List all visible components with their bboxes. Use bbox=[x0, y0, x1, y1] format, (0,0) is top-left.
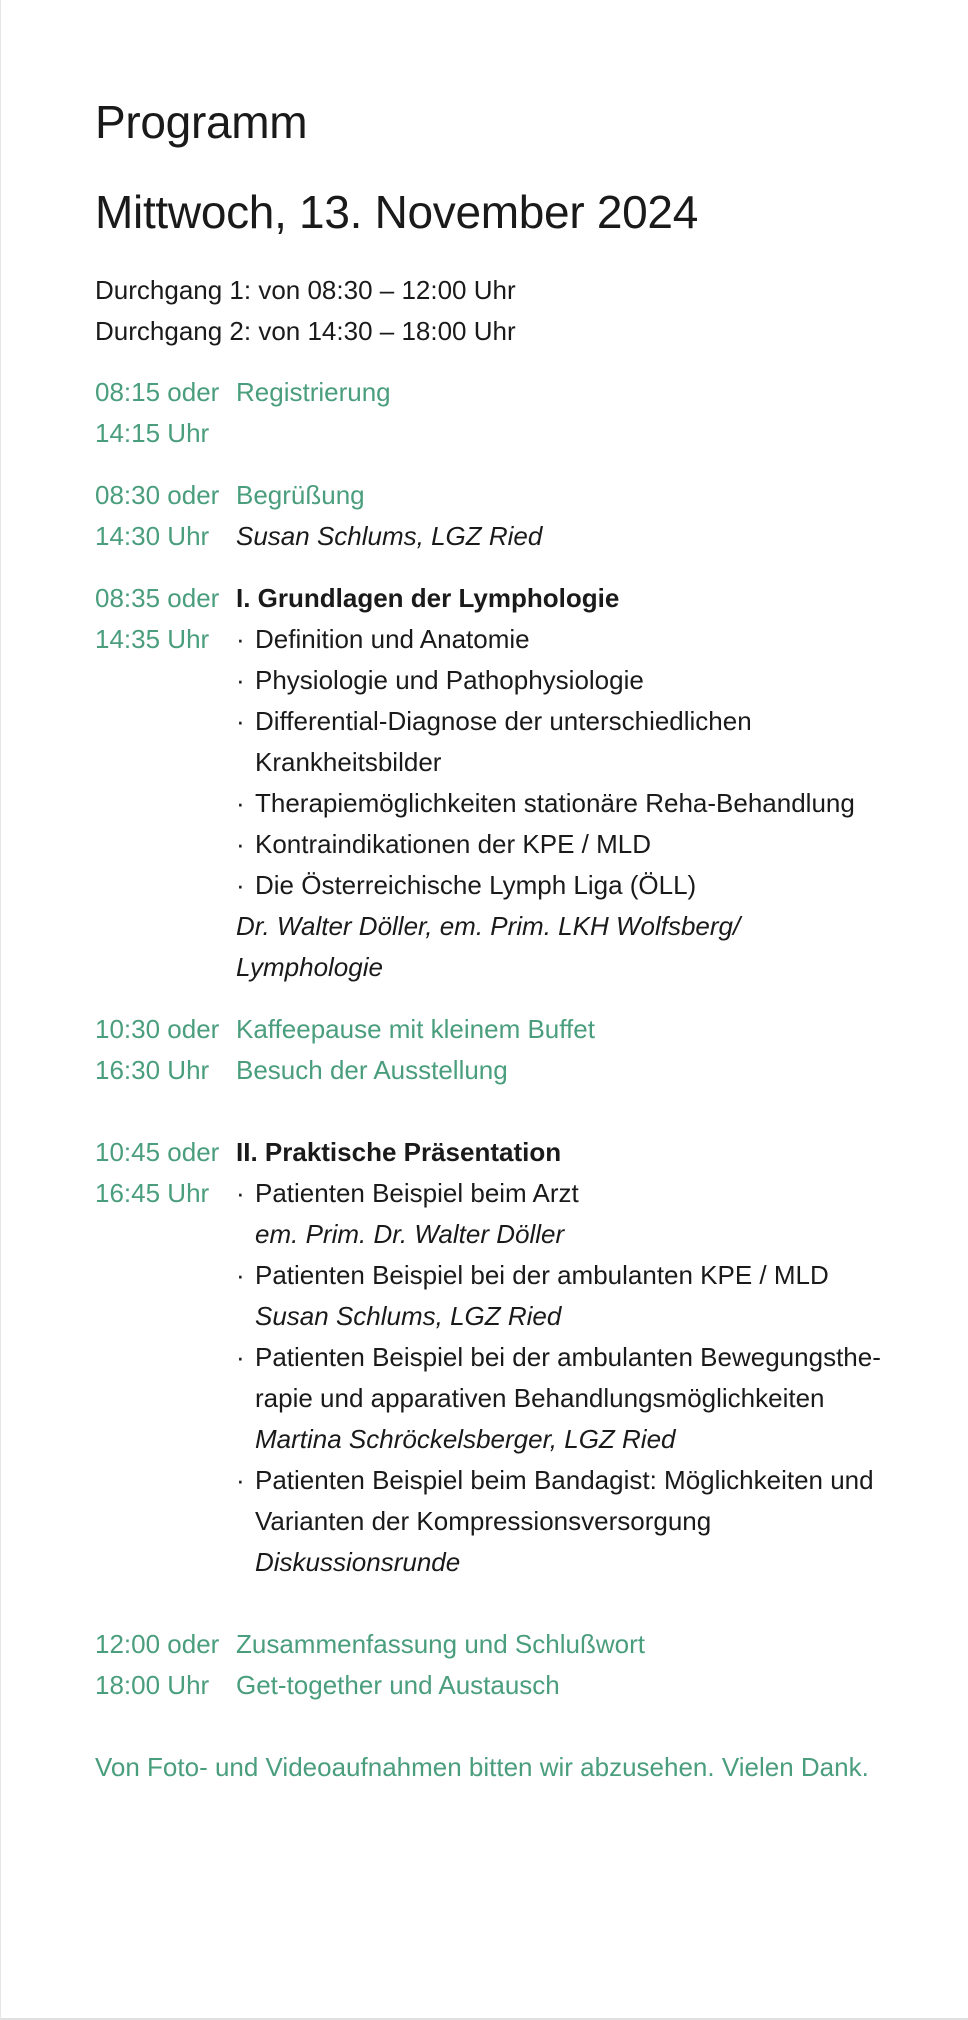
schedule-item-registrierung bbox=[95, 372, 915, 454]
speaker-line-1: Dr. Walter Döller, em. Prim. LKH Wolfsberg/ bbox=[236, 911, 741, 941]
item-title: Begrüßung bbox=[236, 480, 365, 510]
time-morning: 12:00 oder bbox=[95, 1629, 220, 1659]
schedule-item-begruessung bbox=[95, 475, 915, 557]
time-morning: 10:45 oder bbox=[95, 1137, 220, 1167]
schedule-item-kaffeepause bbox=[95, 1009, 915, 1091]
event-date: Mittwoch, 13. November 2024 bbox=[95, 186, 698, 238]
item-line-1: Zusammenfassung und Schlußwort bbox=[236, 1629, 645, 1659]
item-speaker bbox=[236, 906, 915, 988]
topic-text: · Patienten Beispiel bei der ambulanten KPE / MLD bbox=[255, 1260, 829, 1290]
item-line-1: Kaffeepause mit kleinem Buffet bbox=[236, 1014, 595, 1044]
time-cell bbox=[95, 372, 236, 454]
time-cell bbox=[95, 1009, 236, 1091]
time-afternoon: 14:35 Uhr bbox=[95, 624, 210, 654]
speaker-line-2: Lymphologie bbox=[236, 952, 383, 982]
list-item bbox=[236, 1460, 915, 1583]
time-afternoon: 14:15 Uhr bbox=[95, 418, 210, 448]
item-line-2: Besuch der Ausstellung bbox=[236, 1055, 508, 1085]
topic-speaker: Diskussionsrunde bbox=[255, 1547, 461, 1577]
time-cell bbox=[95, 475, 236, 557]
time-morning: 08:15 oder bbox=[95, 377, 220, 407]
time-cell bbox=[95, 578, 236, 988]
topic-text-line-1: · Patienten Beispiel bei der ambulanten Bewegungsthe- bbox=[255, 1342, 881, 1372]
list-item bbox=[236, 1337, 915, 1460]
list-item bbox=[236, 1255, 915, 1337]
program-content bbox=[95, 92, 915, 1788]
item-body bbox=[236, 1624, 915, 1706]
list-item: · Differential-Diagnose der unterschiedlichen Krankheitsbilder bbox=[236, 701, 915, 783]
footer-note: Von Foto- und Videoaufnahmen bitten wir abzusehen. Vielen Dank. bbox=[95, 1752, 869, 1782]
session-times bbox=[95, 270, 915, 352]
item-title: I. Grundlagen der Lymphologie bbox=[236, 583, 620, 613]
schedule-item-praesentation bbox=[95, 1132, 915, 1583]
topic-speaker: em. Prim. Dr. Walter Döller bbox=[255, 1219, 565, 1249]
page-title: Programm bbox=[95, 96, 308, 148]
list-item: · Physiologie und Pathophysiologie bbox=[236, 660, 915, 701]
time-afternoon: 16:45 Uhr bbox=[95, 1178, 210, 1208]
schedule bbox=[95, 372, 915, 1706]
item-body bbox=[236, 1132, 915, 1583]
item-body bbox=[236, 1009, 915, 1091]
item-line-2: Get-together und Austausch bbox=[236, 1670, 560, 1700]
list-item: · Die Österreichische Lymph Liga (ÖLL) bbox=[236, 865, 915, 906]
topic-text-line-2: Varianten der Kompressionsversorgung bbox=[255, 1506, 712, 1536]
item-body bbox=[236, 372, 915, 454]
list-item: · Definition und Anatomie bbox=[236, 619, 915, 660]
time-cell bbox=[95, 1624, 236, 1706]
item-title: II. Praktische Präsentation bbox=[236, 1137, 562, 1167]
item-body bbox=[236, 578, 915, 988]
time-afternoon: 16:30 Uhr bbox=[95, 1055, 210, 1085]
topic-text: · Patienten Beispiel beim Arzt bbox=[255, 1178, 579, 1208]
list-item: · Therapiemöglichkeiten stationäre Reha-Behandlung bbox=[236, 783, 915, 824]
time-morning: 10:30 oder bbox=[95, 1014, 220, 1044]
list-item bbox=[236, 1173, 915, 1255]
schedule-item-zusammenfassung bbox=[95, 1624, 915, 1706]
topic-speaker: Susan Schlums, LGZ Ried bbox=[255, 1301, 562, 1331]
time-afternoon: 14:30 Uhr bbox=[95, 521, 210, 551]
topic-text-line-2: rapie und apparativen Behandlungsmöglichkeiten bbox=[255, 1383, 825, 1413]
time-cell bbox=[95, 1132, 236, 1583]
topic-list bbox=[236, 619, 915, 906]
time-morning: 08:30 oder bbox=[95, 480, 220, 510]
session-2: Durchgang 2: von 14:30 – 18:00 Uhr bbox=[95, 316, 516, 346]
session-1: Durchgang 1: von 08:30 – 12:00 Uhr bbox=[95, 275, 516, 305]
item-body bbox=[236, 475, 915, 557]
topic-list bbox=[236, 1173, 915, 1583]
item-title: Registrierung bbox=[236, 377, 391, 407]
list-item: · Kontraindikationen der KPE / MLD bbox=[236, 824, 915, 865]
topic-speaker: Martina Schröckelsberger, LGZ Ried bbox=[255, 1424, 676, 1454]
item-speaker: Susan Schlums, LGZ Ried bbox=[236, 521, 543, 551]
schedule-item-grundlagen bbox=[95, 578, 915, 988]
topic-text-line-1: · Patienten Beispiel beim Bandagist: Möglichkeiten und bbox=[255, 1465, 874, 1495]
time-afternoon: 18:00 Uhr bbox=[95, 1670, 210, 1700]
time-morning: 08:35 oder bbox=[95, 583, 220, 613]
